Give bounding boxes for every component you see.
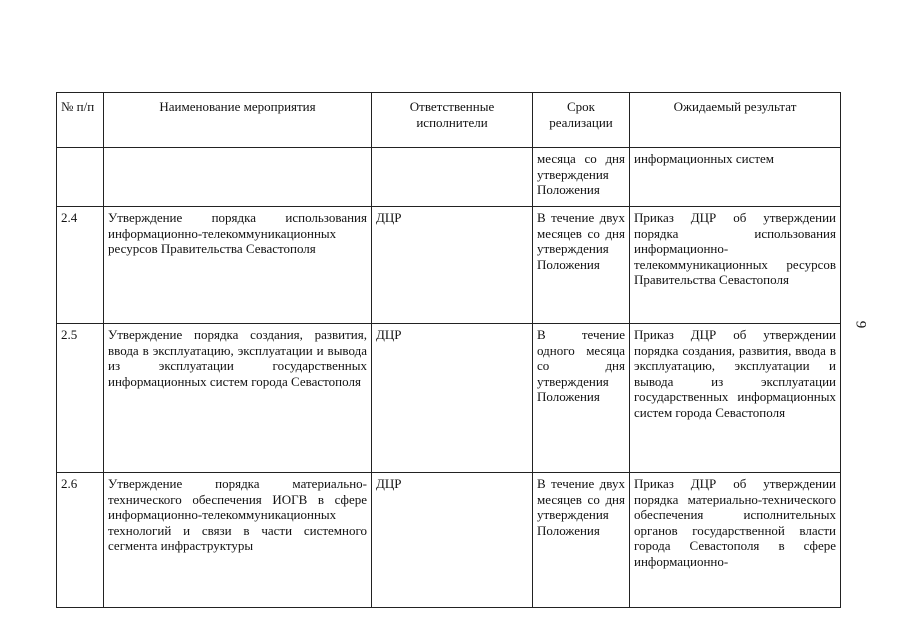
table-header-row — [57, 93, 841, 148]
cell-responsible: ДЦР — [372, 324, 533, 473]
table-row — [57, 207, 841, 324]
cell-responsible: ДЦР — [372, 207, 533, 324]
cell-activity-name: Утверждение порядка создания, развития, ввода в эксплуатацию, эксплуатации и вывода из эксплуатации государственных информационных систем города Севастополя — [104, 324, 372, 473]
cell-responsible: ДЦР — [372, 473, 533, 608]
header-activity-name: Наименование мероприятия — [104, 93, 372, 148]
header-result: Ожидаемый результат — [630, 93, 841, 148]
cell-term: В течение двух месяцев со дня утверждения Положения — [533, 207, 630, 324]
cell-result: информационных систем — [630, 148, 841, 207]
header-responsible: Ответственные исполнители — [372, 93, 533, 148]
table-row — [57, 148, 841, 207]
cell-result: Приказ ДЦР об утверждении порядка использования информационно-телекоммуникационных ресурсов Правительства Севастополя — [630, 207, 841, 324]
cell-term: В течение двух месяцев со дня утверждения Положения — [533, 473, 630, 608]
cell-number: 2.4 — [57, 207, 104, 324]
cell-activity-name: Утверждение порядка материально-технического обеспечения ИОГВ в сфере информационно-телекоммуникационных технологий и связи в части системного сегмента инфраструктуры — [104, 473, 372, 608]
page-number: 9 — [852, 320, 869, 329]
cell-number: 2.6 — [57, 473, 104, 608]
cell-activity-name: Утверждение порядка использования информационно-телекоммуникационных ресурсов Правительства Севастополя — [104, 207, 372, 324]
cell-number — [57, 148, 104, 207]
plan-table — [56, 92, 841, 608]
header-term: Срок реализации — [533, 93, 630, 148]
table-row — [57, 324, 841, 473]
table-row — [57, 473, 841, 608]
cell-term: месяца со дня утверждения Положения — [533, 148, 630, 207]
cell-result: Приказ ДЦР об утверждении порядка материально-технического обеспечения исполнительных органов государственной власти города Севастополя в сфере информационно- — [630, 473, 841, 608]
cell-responsible — [372, 148, 533, 207]
cell-result: Приказ ДЦР об утверждении порядка создания, развития, ввода в эксплуатацию, эксплуатации и вывода из эксплуатации государственных информационных систем города Севастополя — [630, 324, 841, 473]
cell-number: 2.5 — [57, 324, 104, 473]
cell-term: В течение одного месяца со дня утверждения Положения — [533, 324, 630, 473]
header-number: № п/п — [57, 93, 104, 148]
cell-activity-name — [104, 148, 372, 207]
